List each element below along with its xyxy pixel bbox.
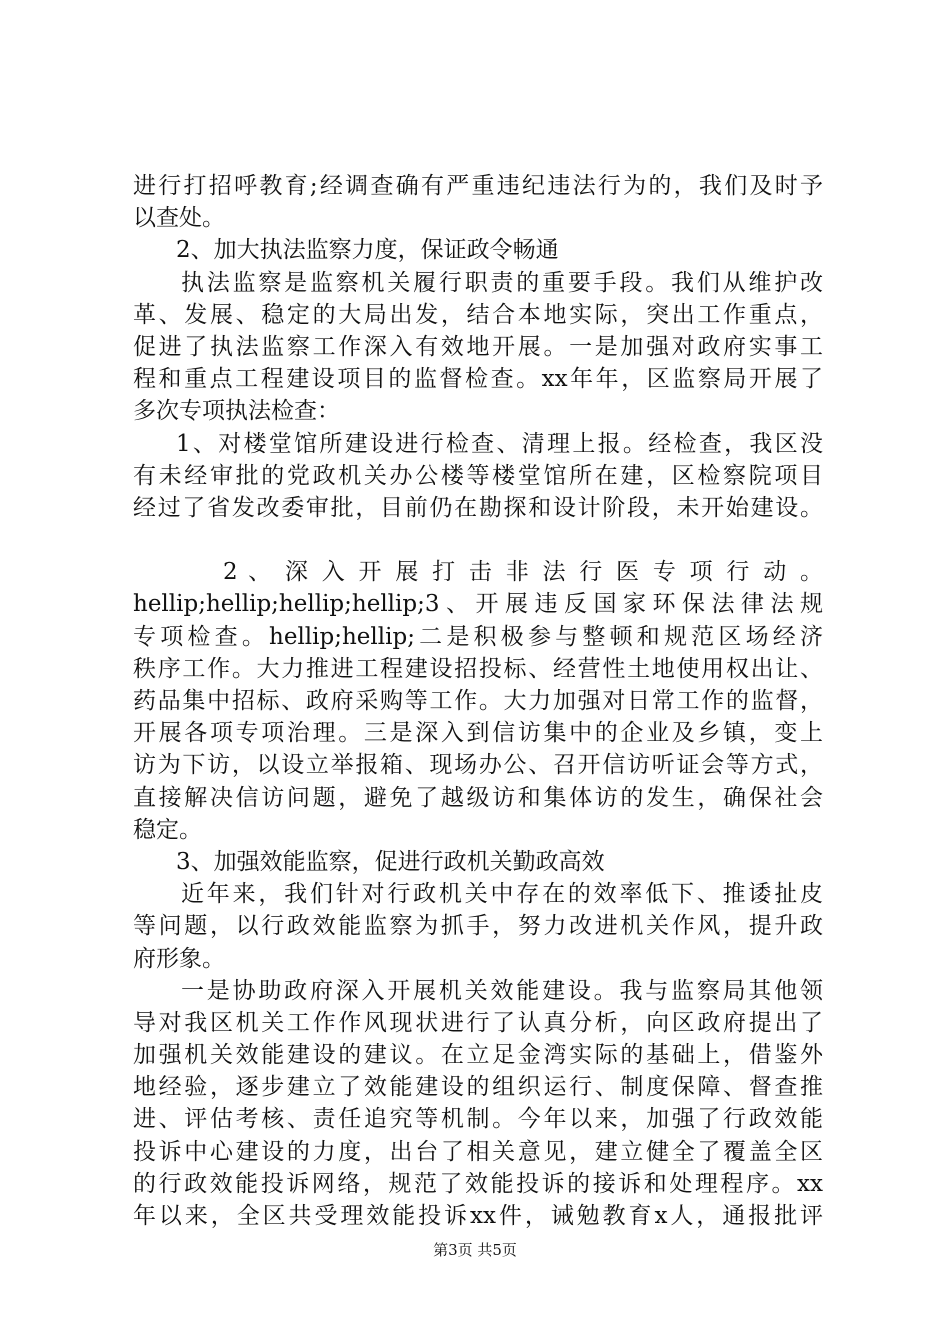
text-line: 府形象。: [133, 945, 225, 972]
text-line: 投诉中心建设的力度，出台了相关意见，建立健全了覆盖全区: [133, 1138, 823, 1165]
section-heading: 2、加大执法监察力度，保证政令畅通: [176, 237, 559, 264]
text-line: 革、发展、稳定的大局出发，结合本地实际，突出工作重点，: [133, 301, 823, 328]
text-line: 1、对楼堂馆所建设进行检查、清理上报。经检查，我区没: [176, 430, 823, 457]
text-line: hellip;hellip;hellip;hellip;3、开展违反国家环保法律法规: [133, 591, 823, 618]
blank-line: [133, 524, 823, 556]
text-line: 直接解决信访问题，避免了越级访和集体访的发生，确保社会: [133, 784, 823, 811]
text-line: 地经验，逐步建立了效能建设的组织运行、制度保障、督查推: [133, 1074, 823, 1101]
text-line: 专项检查。hellip;hellip;二是积极参与整顿和规范区场经济: [133, 623, 823, 650]
text-line: 加强机关效能建设的建议。在立足金湾实际的基础上，借鉴外: [133, 1042, 823, 1069]
text-line: 开展各项专项治理。三是深入到信访集中的企业及乡镇，变上: [133, 720, 823, 747]
text-line: 药品集中招标、政府采购等工作。大力加强对日常工作的监督，: [133, 688, 823, 714]
text-line: 执法监察是监察机关履行职责的重要手段。我们从维护改: [181, 269, 823, 296]
text-line: 进行打招呼教育;经调查确有严重违纪违法行为的，我们及时予: [133, 173, 823, 199]
text-line: 多次专项执法检查：: [133, 398, 340, 425]
section-heading: 3、加强效能监察，促进行政机关勤政高效: [176, 848, 605, 875]
text-line: 的行政效能投诉网络，规范了效能投诉的接诉和处理程序。xx: [133, 1170, 823, 1197]
text-line: 导对我区机关工作作风现状进行了认真分析，向区政府提出了: [133, 1009, 823, 1036]
text-line: 经过了省发改委审批，目前仍在勘探和设计阶段，未开始建设。: [133, 494, 823, 521]
text-line: 近年来，我们针对行政机关中存在的效率低下、推诿扯皮: [181, 881, 823, 908]
text-line: 访为下访，以设立举报箱、现场办公、召开信访听证会等方式，: [133, 752, 823, 779]
text-line: 有未经审批的党政机关办公楼等楼堂馆所在建，区检察院项目: [133, 462, 823, 489]
text-line: 一是协助政府深入开展机关效能建设。我与监察局其他领: [181, 977, 823, 1004]
text-line: 等问题，以行政效能监察为抓手，努力改进机关作风，提升政: [133, 913, 823, 940]
text-line: 程和重点工程建设项目的监督检查。xx年年，区监察局开展了: [133, 366, 823, 393]
text-line: 稳定。: [133, 816, 202, 843]
text-line: 2 、 深 入 开 展 打 击 非 法 行 医 专 项 行 动 。: [223, 559, 823, 586]
page-footer: 第3页 共5页: [433, 1241, 517, 1259]
document-body: [133, 170, 823, 1232]
text-line: 促进了执法监察工作深入有效地开展。一是加强对政府实事工: [133, 333, 823, 360]
text-line: 年以来，全区共受理效能投诉xx件，诫勉教育x人，通报批评: [133, 1203, 823, 1229]
text-line: 秩序工作。大力推进工程建设招投标、经营性土地使用权出让、: [133, 655, 823, 682]
text-line: 进、评估考核、责任追究等机制。今年以来，加强了行政效能: [133, 1106, 823, 1133]
text-line: 以查处。: [133, 205, 225, 232]
